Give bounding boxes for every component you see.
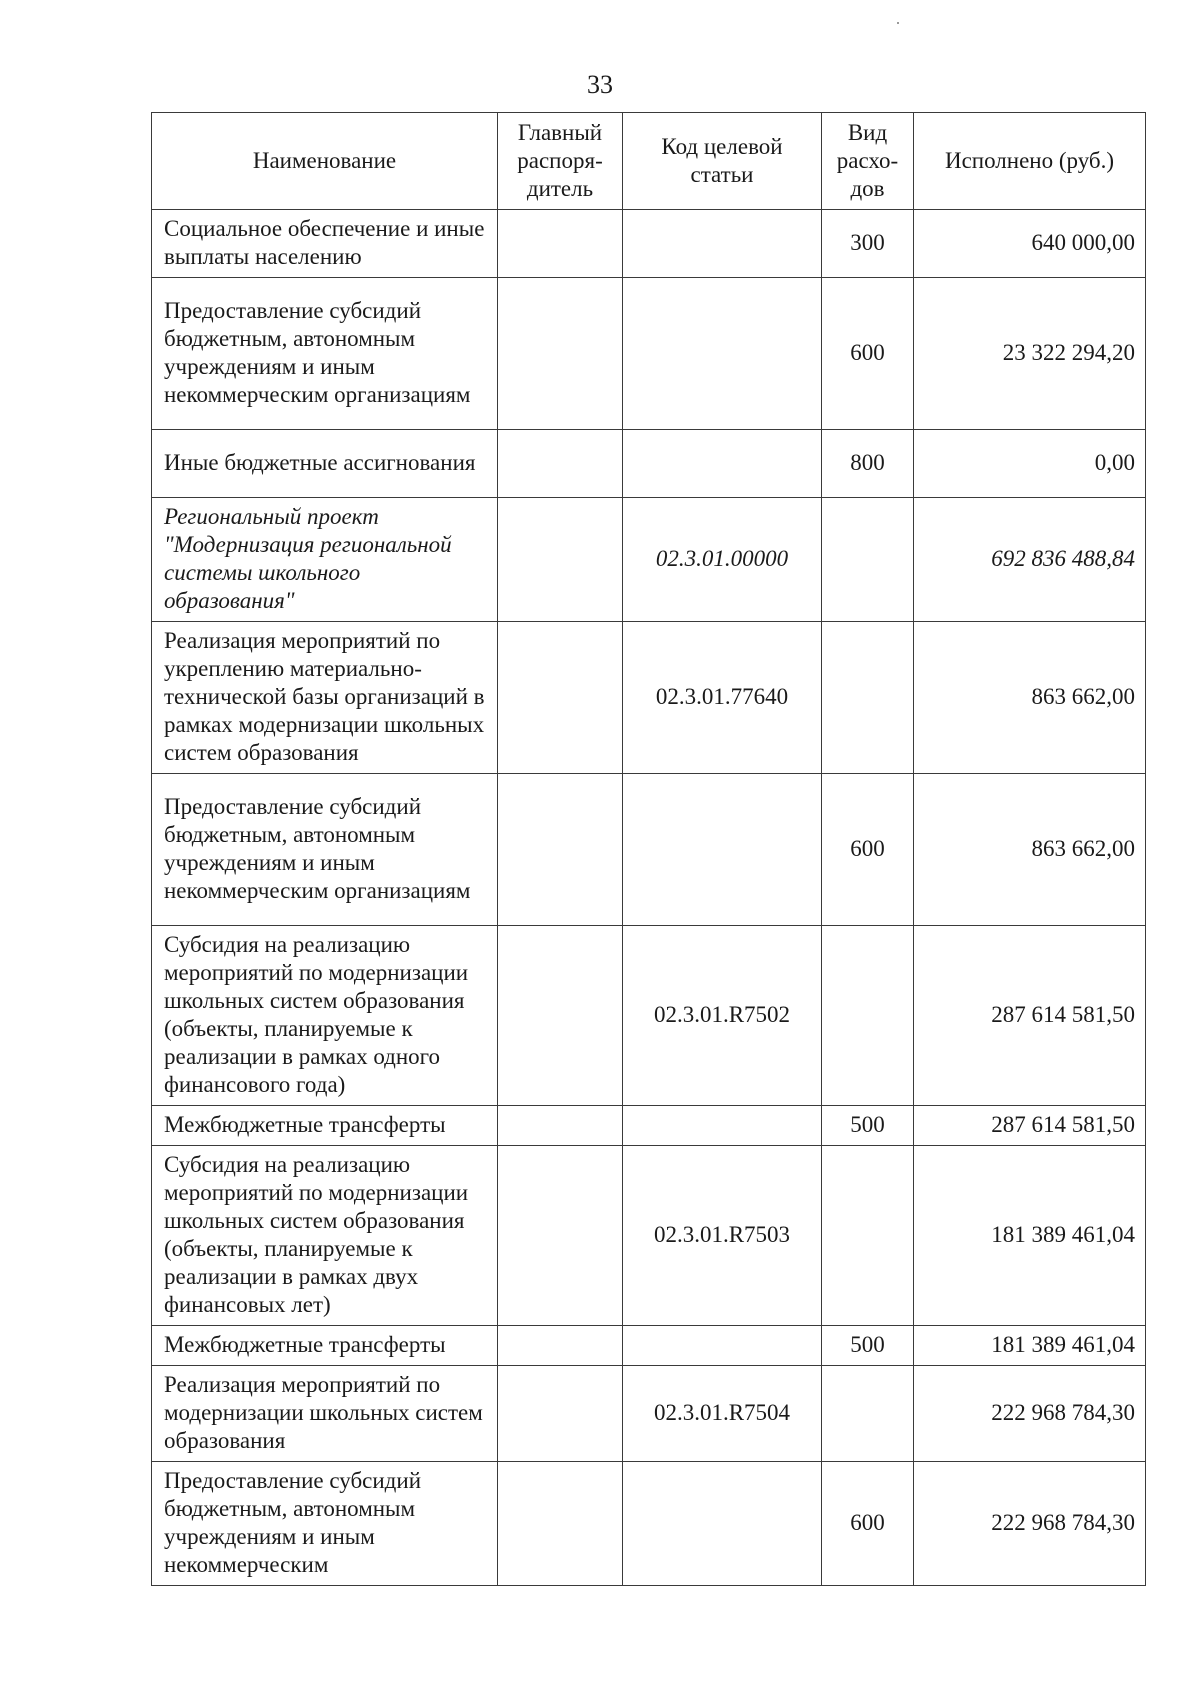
row-admin [498, 1462, 623, 1586]
row-code: 02.3.01.R7504 [623, 1366, 822, 1462]
row-code: 02.3.01.77640 [623, 622, 822, 774]
table-row [152, 774, 1146, 926]
table-row [152, 210, 1146, 278]
row-amount: 863 662,00 [914, 774, 1146, 926]
row-amount: 287 614 581,50 [914, 926, 1146, 1106]
budget-execution-table [151, 112, 1146, 1586]
table-row [152, 926, 1146, 1106]
row-name: Региональный проект "Модернизация региональной системы школьного образования" [152, 498, 498, 622]
row-amount: 222 968 784,30 [914, 1366, 1146, 1462]
row-type: 600 [822, 774, 914, 926]
table-row [152, 1106, 1146, 1146]
row-name: Предоставление субсидий бюджетным, автономным учреждениям и иным некоммерческим [152, 1462, 498, 1586]
row-admin [498, 926, 623, 1106]
row-type: 800 [822, 430, 914, 498]
row-type [822, 622, 914, 774]
row-code [623, 278, 822, 430]
row-amount: 181 389 461,04 [914, 1146, 1146, 1326]
row-admin [498, 774, 623, 926]
row-name: Субсидия на реализацию мероприятий по модернизации школьных систем образования (объекты, планируемые к реализации в рамках одного финансового года) [152, 926, 498, 1106]
row-amount: 0,00 [914, 430, 1146, 498]
row-code: 02.3.01.R7503 [623, 1146, 822, 1326]
table-row [152, 430, 1146, 498]
header-expense-type: Вид расхо-дов [822, 113, 914, 210]
row-name: Социальное обеспечение и иные выплаты населению [152, 210, 498, 278]
row-type [822, 498, 914, 622]
row-name: Иные бюджетные ассигнования [152, 430, 498, 498]
table-row [152, 1366, 1146, 1462]
row-type: 600 [822, 1462, 914, 1586]
row-code [623, 774, 822, 926]
row-code [623, 1462, 822, 1586]
row-type: 300 [822, 210, 914, 278]
row-amount: 23 322 294,20 [914, 278, 1146, 430]
row-type: 500 [822, 1106, 914, 1146]
row-name: Предоставление субсидий бюджетным, автономным учреждениям и иным некоммерческим организациям [152, 278, 498, 430]
table-row-regional-project [152, 498, 1146, 622]
row-name: Реализация мероприятий по модернизации школьных систем образования [152, 1366, 498, 1462]
row-admin [498, 1366, 623, 1462]
row-code: 02.3.01.R7502 [623, 926, 822, 1106]
row-amount: 222 968 784,30 [914, 1462, 1146, 1586]
table-body [152, 210, 1146, 1586]
page-number: 33 [587, 70, 613, 99]
header-chief-administrator: Главный распоря-дитель [498, 113, 623, 210]
table-header-row [152, 113, 1146, 210]
table-row [152, 622, 1146, 774]
row-admin [498, 1146, 623, 1326]
table-row [152, 1462, 1146, 1586]
row-name: Реализация мероприятий по укреплению материально-технической базы организаций в рамках модернизации школьных систем образования [152, 622, 498, 774]
row-type: 600 [822, 278, 914, 430]
row-amount: 287 614 581,50 [914, 1106, 1146, 1146]
row-admin [498, 622, 623, 774]
row-admin [498, 430, 623, 498]
row-admin [498, 210, 623, 278]
row-name: Межбюджетные трансферты [152, 1326, 498, 1366]
row-admin [498, 1326, 623, 1366]
row-code [623, 1326, 822, 1366]
row-admin [498, 278, 623, 430]
row-code [623, 210, 822, 278]
row-type [822, 926, 914, 1106]
row-admin [498, 498, 623, 622]
row-amount: 692 836 488,84 [914, 498, 1146, 622]
row-type [822, 1146, 914, 1326]
header-executed-amount: Исполнено (руб.) [914, 113, 1146, 210]
header-name: Наименование [152, 113, 498, 210]
scan-speck [897, 22, 899, 24]
row-name: Предоставление субсидий бюджетным, автономным учреждениям и иным некоммерческим организациям [152, 774, 498, 926]
table-row [152, 1146, 1146, 1326]
table-row [152, 1326, 1146, 1366]
row-amount: 181 389 461,04 [914, 1326, 1146, 1366]
row-amount: 640 000,00 [914, 210, 1146, 278]
row-name: Субсидия на реализацию мероприятий по модернизации школьных систем образования (объекты, планируемые к реализации в рамках двух финансовых лет) [152, 1146, 498, 1326]
table-row [152, 278, 1146, 430]
row-name: Межбюджетные трансферты [152, 1106, 498, 1146]
row-amount: 863 662,00 [914, 622, 1146, 774]
row-admin [498, 1106, 623, 1146]
row-type: 500 [822, 1326, 914, 1366]
row-type [822, 1366, 914, 1462]
row-code [623, 1106, 822, 1146]
header-target-code: Код целевой статьи [623, 113, 822, 210]
row-code: 02.3.01.00000 [623, 498, 822, 622]
row-code [623, 430, 822, 498]
